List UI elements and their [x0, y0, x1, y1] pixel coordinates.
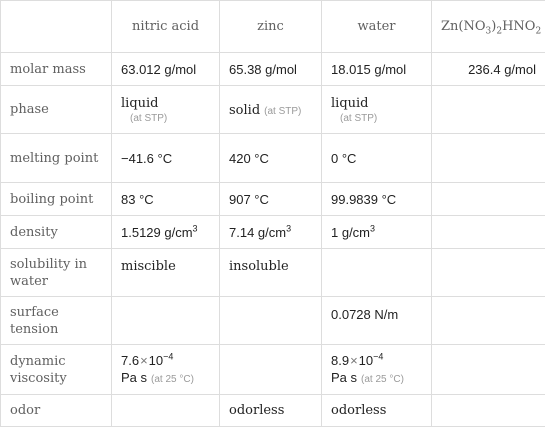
row-melting-point: [1, 134, 545, 183]
row-boiling-point: [1, 183, 545, 216]
cell-empty: [322, 249, 432, 297]
cell-empty: [220, 297, 322, 345]
cell-value: odorless: [322, 395, 432, 427]
row-label: solubility in water: [1, 249, 112, 297]
row-phase: [1, 86, 545, 134]
cell-value: 420 °C: [220, 134, 322, 183]
header-zinc: zinc: [220, 1, 322, 53]
condition-note: (at STP): [340, 113, 378, 124]
row-label: molar mass: [1, 53, 112, 86]
cell-value: 0 °C: [322, 134, 432, 183]
condition-note: (at 25 °C): [151, 373, 194, 385]
cell-empty: [432, 183, 545, 216]
cell-empty: [432, 86, 545, 134]
row-label: surface tension: [1, 297, 112, 345]
cell-value: 83 °C: [112, 183, 220, 216]
row-viscosity: [1, 345, 545, 395]
row-label: odor: [1, 395, 112, 427]
row-label: density: [1, 216, 112, 249]
corner-cell: [1, 1, 112, 53]
cell-value: $8.9\times 10^{-4}$ Pa s (at 25 °C): [322, 345, 432, 395]
row-density: [1, 216, 545, 249]
cell-empty: [112, 297, 220, 345]
phase-value: liquid: [331, 96, 369, 111]
row-surface-tension: [1, 297, 545, 345]
row-odor: [1, 395, 545, 427]
cell-value: insoluble: [220, 249, 322, 297]
row-label: dynamic viscosity: [1, 345, 112, 395]
cell-value: 18.015 g/mol: [322, 53, 432, 86]
condition-note: (at STP): [264, 105, 302, 117]
condition-note: (at 25 °C): [361, 373, 404, 385]
phase-value: solid: [229, 102, 261, 118]
row-label: boiling point: [1, 183, 112, 216]
cell-value: miscible: [112, 249, 220, 297]
cell-value: [112, 86, 220, 134]
cell-value: 7.14 $g/cm^3$: [220, 216, 322, 249]
cell-empty: [220, 345, 322, 395]
cell-empty: [432, 297, 545, 345]
row-label: phase: [1, 86, 112, 134]
row-solubility: [1, 249, 545, 297]
cell-value: $7.6\times 10^{-4}$ Pa s (at 25 °C): [112, 345, 220, 395]
cell-value: 907 °C: [220, 183, 322, 216]
cell-value: [220, 86, 322, 134]
cell-value: 236.4 g/mol: [432, 53, 545, 86]
header-row: [1, 1, 545, 53]
cell-value: 0.0728 N/m: [322, 297, 432, 345]
header-water: water: [322, 1, 432, 53]
cell-empty: [112, 395, 220, 427]
row-label: melting point: [1, 134, 112, 183]
cell-value: 99.9839 °C: [322, 183, 432, 216]
cell-value: 63.012 g/mol: [112, 53, 220, 86]
cell-empty: [432, 249, 545, 297]
header-formula: $Zn(NO_3)_2HNO_2$: [432, 1, 545, 53]
cell-value: −41.6 °C: [112, 134, 220, 183]
phase-value: liquid: [121, 96, 159, 111]
cell-empty: [432, 345, 545, 395]
cell-empty: [432, 216, 545, 249]
header-nitric-acid: nitric acid: [112, 1, 220, 53]
cell-empty: [432, 395, 545, 427]
cell-value: odorless: [220, 395, 322, 427]
cell-empty: [432, 134, 545, 183]
cell-value: 65.38 g/mol: [220, 53, 322, 86]
condition-note: (at STP): [130, 113, 168, 124]
row-molar-mass: [1, 53, 545, 86]
cell-value: [322, 86, 432, 134]
cell-value: 1.5129 $g/cm^3$: [112, 216, 220, 249]
cell-value: 1 $g/cm^3$: [322, 216, 432, 249]
